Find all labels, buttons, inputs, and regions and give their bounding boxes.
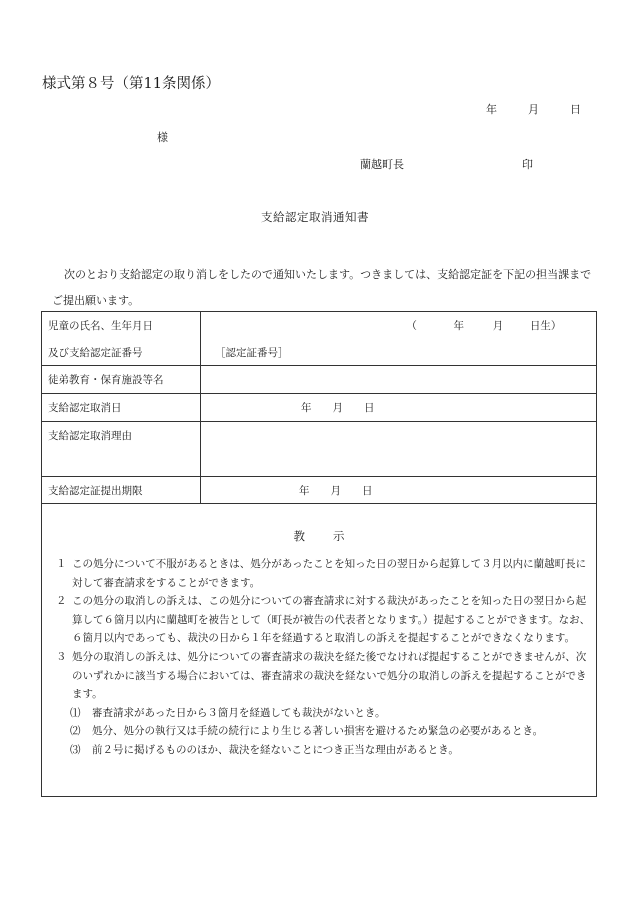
birth-paren-open: （ (406, 320, 417, 333)
notice-item-number: ２ (56, 595, 67, 608)
issuer-name: 蘭越町長 (360, 158, 404, 171)
child-label-line2: 及び支給認定証番号 (42, 340, 201, 366)
birth-year: 年 (453, 320, 465, 333)
notice-item (56, 555, 592, 592)
table-row-facility (42, 366, 597, 394)
document-title: 支給認定取消通知書 (261, 210, 369, 224)
child-name-birth-cell (201, 312, 597, 340)
deadline-value: 年 月 日 (299, 484, 373, 497)
reason-label: 支給認定取消理由 (42, 422, 201, 477)
birth-month: 月 (492, 320, 504, 333)
form-number: 様式第８号（第11条関係） (42, 76, 220, 92)
notice-subitem-number: ⑶ (70, 743, 81, 756)
issue-date-year: 年 (486, 103, 497, 116)
cancel-date-cell (201, 394, 597, 422)
notice-item (56, 592, 592, 648)
notice-title-char2: 示 (333, 529, 345, 543)
cancel-date-label: 支給認定取消日 (42, 394, 201, 422)
table-row-child (42, 312, 597, 340)
cert-number: ［認定証番号］ (215, 346, 289, 359)
notice-item-text: この処分について不服があるときは、処分があったことを知った日の翌日から起算して３月以内に蘭越町長に対して審査請求をすることができます。 (72, 558, 587, 589)
notice-item-number: ３ (56, 650, 67, 663)
issue-date-day: 日 (570, 103, 581, 116)
notice-subitem (56, 741, 592, 760)
table-row-reason (42, 422, 597, 477)
notice-subitem-text: 審査請求があった日から３箇月を経過しても裁決がないとき。 (92, 706, 386, 719)
notice-box (41, 503, 597, 797)
facility-label: 徒弟教育・保育施設等名 (42, 366, 201, 394)
facility-value (201, 366, 597, 394)
notice-subitem-text: 前２号に掲げるもののほか、裁決を経ないことにつき正当な理由があるとき。 (92, 743, 459, 756)
table-row-deadline (42, 477, 597, 504)
notice-item-number: １ (56, 558, 67, 570)
notice-title (42, 528, 596, 544)
cert-number-cell (201, 340, 597, 366)
birth-day: 日生） (529, 320, 562, 333)
reason-value (201, 422, 597, 477)
deadline-cell (201, 477, 597, 504)
notice-subitem-text: 処分、処分の執行又は手続の続行により生じる著しい損害を避けるため緊急の必要があるとき。 (92, 725, 544, 738)
issue-date (486, 101, 581, 117)
issue-date-month: 月 (528, 103, 539, 116)
notice-item-text: 処分の取消しの訴えは、処分についての審査請求の裁決を経た後でなければ提起することができませんが、次のいずれかに該当する場合においては、審査請求の裁決を経ないで処分の取消しの訴えを提起することができます。 (72, 650, 587, 701)
child-label-line1: 児童の氏名、生年月日 (42, 312, 201, 340)
table-row-cert (42, 340, 597, 366)
notice-title-char1: 教 (293, 529, 305, 543)
cancel-date-value: 年 月 日 (301, 402, 375, 414)
body-text: 次のとおり支給認定の取り消しをしたので通知いたします。つきましては、支給認定証を下記の担当課までご提出願います。 (52, 268, 592, 307)
notice-item (56, 648, 592, 704)
notice-list (56, 555, 592, 760)
notice-subitem-number: ⑵ (70, 725, 81, 738)
notice-subitem (56, 704, 592, 723)
notice-subitem (56, 722, 592, 741)
table-row-cancel-date (42, 394, 597, 422)
notice-item-text: この処分の取消しの訴えは、この処分についての審査請求に対する裁決があったことを知った日の翌日から起算して６箇月以内に蘭越町を被告として（町長が被告の代表者となります。）提起することができます。なお、６箇月以内であっても、裁決の日から１年を経過すると取消しの訴えを提起することができなくなります。 (72, 595, 591, 645)
details-table (41, 311, 597, 504)
seal-mark: 印 (522, 158, 533, 171)
notice-subitem-number: ⑴ (70, 706, 81, 719)
deadline-label: 支給認定証提出期限 (42, 477, 201, 504)
addressee-suffix: 様 (157, 131, 168, 144)
